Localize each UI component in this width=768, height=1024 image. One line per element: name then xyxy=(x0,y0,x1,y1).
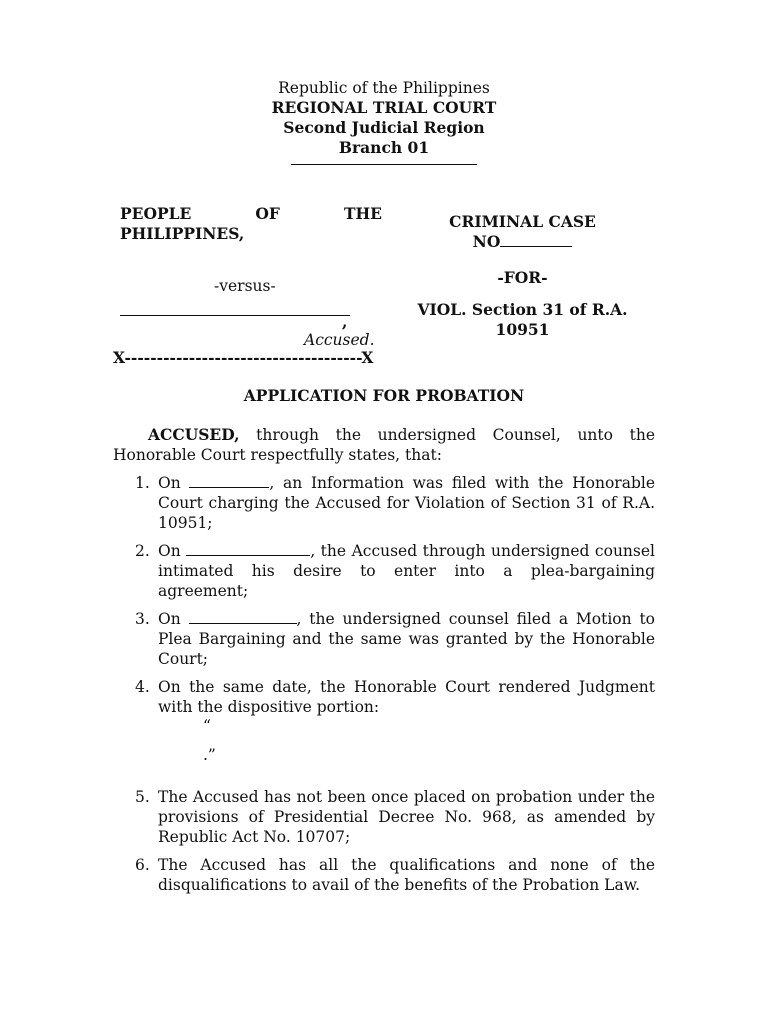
item-text-post: , the undersigned counsel filed a Motion to Plea Bargaining and the same was granted by the Honorable Court; xyxy=(158,610,656,668)
branch-line: Branch 01 xyxy=(338,138,430,157)
list-item xyxy=(113,541,655,601)
list-item xyxy=(113,855,655,895)
item-text: The Accused has all the qualifications and none of the disqualifications to avail of the benefits of the Probation Law. xyxy=(158,856,655,894)
item-number: 3. xyxy=(135,610,150,628)
item-number: 2. xyxy=(135,542,150,560)
item-text-pre: On xyxy=(158,542,187,560)
party-word-people: PEOPLE xyxy=(120,204,192,223)
party-line-2: PHILIPPINES, xyxy=(120,224,245,243)
accused-comma: , xyxy=(342,312,348,331)
quote-close-mark: .” xyxy=(203,746,216,764)
item-text-post: , the Accused through undersigned counsel intimated his desire to enter into a plea-bargaining agreement; xyxy=(158,542,655,600)
date-blank xyxy=(189,473,269,488)
party-word-the: THE xyxy=(343,204,382,223)
item-text: The Accused has not been once placed on probation under the provisions of Presidential Decree No. 968, as amended by Republic Act No. 10707; xyxy=(158,788,655,846)
intro-lead: ACCUSED, xyxy=(148,425,240,444)
date-blank xyxy=(186,541,310,556)
court-name: REGIONAL TRIAL COURT xyxy=(271,98,497,117)
item-text-pre: On xyxy=(158,474,190,492)
list-item xyxy=(113,787,655,847)
list-item xyxy=(113,677,655,717)
date-blank xyxy=(189,609,297,624)
republic-line: Republic of the Philippines xyxy=(278,79,490,97)
document-title: APPLICATION FOR PROBATION xyxy=(243,386,525,405)
intro-text: through the undersigned Counsel, unto the Honorable Court respectfully states, that: xyxy=(113,426,655,464)
judicial-region: Second Judicial Region xyxy=(283,118,485,137)
item-number: 1. xyxy=(135,474,150,492)
item-number: 6. xyxy=(135,856,150,874)
allegations-list xyxy=(113,473,655,903)
party-plaintiff xyxy=(120,204,382,244)
court-header xyxy=(0,78,768,185)
intro-paragraph xyxy=(113,425,655,465)
list-item xyxy=(113,473,655,533)
accused-name-blank xyxy=(120,315,350,316)
quote-open-mark: “ xyxy=(203,717,211,735)
case-info xyxy=(405,212,640,340)
versus-label: -versus- xyxy=(214,277,276,295)
party-word-of: OF xyxy=(255,204,280,223)
item-text-pre: On xyxy=(158,610,189,628)
item-text: On the same date, the Honorable Court rendered Judgment with the dispositive portion: xyxy=(158,678,655,716)
item-text-post: , an Information was filed with the Honorable Court charging the Accused for Violation of Section 31 of R.A. 10951; xyxy=(158,474,655,532)
item-number: 4. xyxy=(135,678,150,696)
header-rule xyxy=(291,164,477,185)
case-number-line xyxy=(405,232,640,252)
party-line-1 xyxy=(120,204,382,224)
violation-line-1: VIOL. Section 31 of R.A. xyxy=(417,300,628,319)
case-no-label: NO xyxy=(472,232,501,251)
case-label: CRIMINAL CASE xyxy=(449,212,596,231)
case-number-blank xyxy=(500,232,572,247)
caption-separator: X-------------------------------------X xyxy=(113,348,374,367)
violation-line-2: 10951 xyxy=(495,320,550,339)
list-item xyxy=(113,609,655,669)
for-label: -FOR- xyxy=(497,268,548,287)
accused-label: Accused. xyxy=(304,331,375,349)
item-number: 5. xyxy=(135,788,150,806)
